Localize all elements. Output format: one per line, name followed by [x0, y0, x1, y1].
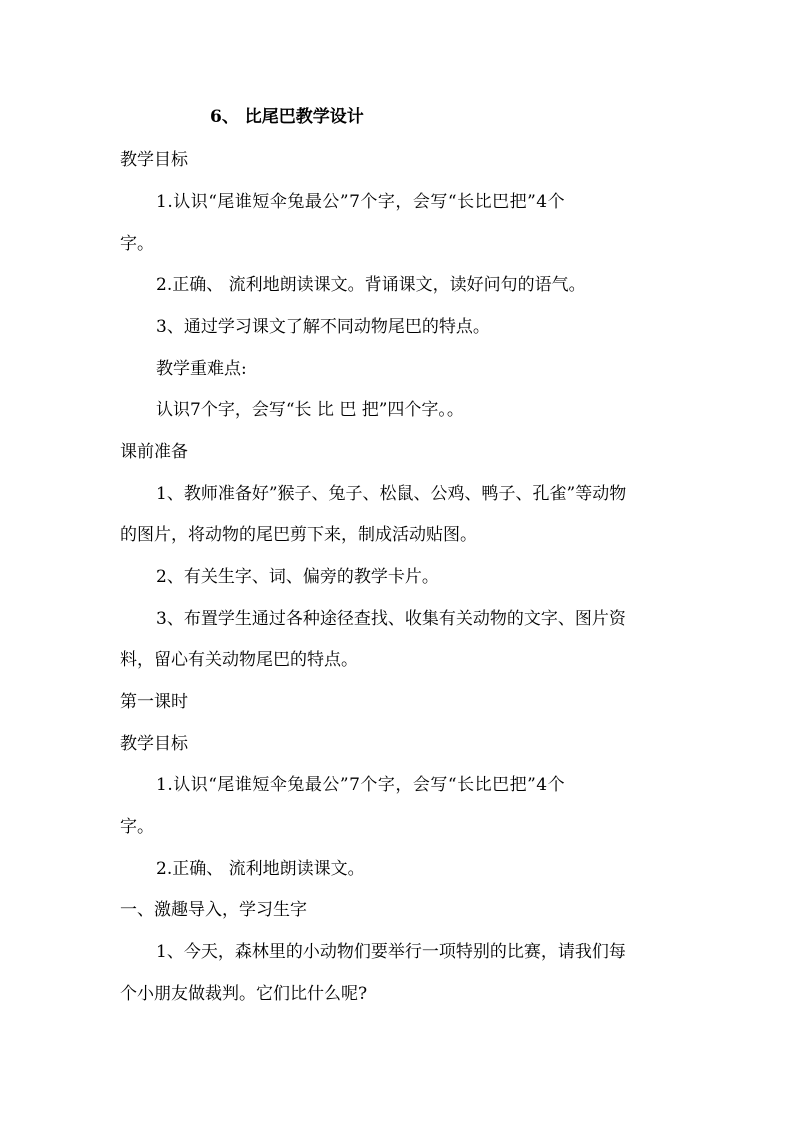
preparation-item-3: 3、布置学生通过各种途径查找、收集有关动物的文字、图片资 — [156, 609, 626, 629]
preparation-item-2: 2、有关生字、词、偏旁的教学卡片。 — [156, 567, 439, 587]
introduction-item-1-continued: 个小朋友做裁判。它们比什么呢? — [120, 984, 368, 1004]
lesson-goal-item-1: 1.认识“尾谁短伞兔最公”7个字，会写“长比巴把”4个 — [156, 775, 566, 795]
goal-item-2: 2.正确、 流利地朗读课文。背诵课文，读好问句的语气。 — [156, 275, 586, 295]
preparation-item-1: 1、教师准备好”猴子、兔子、松鼠、公鸡、鸭子、孔雀”等动物 — [156, 484, 627, 504]
section-heading-teaching-goals: 教学目标 — [120, 150, 188, 170]
goal-item-1: 1.认识“尾谁短伞兔最公”7个字，会写“长比巴把”4个 — [156, 192, 566, 212]
section-heading-first-lesson: 第一课时 — [120, 692, 188, 712]
goal-item-1-continued: 字。 — [120, 234, 154, 254]
preparation-item-3-continued: 料，留心有关动物尾巴的特点。 — [120, 650, 358, 670]
lesson-goal-item-2: 2.正确、 流利地朗读课文。 — [156, 859, 365, 879]
goal-item-3: 3、通过学习课文了解不同动物尾巴的特点。 — [156, 317, 490, 337]
key-difficulties-heading: 教学重难点: — [156, 359, 247, 379]
lesson-goal-item-1-continued: 字。 — [120, 817, 154, 837]
document-title: 6、 比尾巴教学设计 — [210, 107, 364, 127]
introduction-item-1: 1、今天，森林里的小动物们要举行一项特别的比赛，请我们每 — [156, 942, 626, 962]
section-heading-teaching-goals-2: 教学目标 — [120, 734, 188, 754]
section-heading-preparation: 课前准备 — [120, 442, 188, 462]
key-difficulties-text: 认识7个字，会写“长 比 巴 把”四个字。。 — [156, 400, 464, 420]
preparation-item-1-continued: 的图片，将动物的尾巴剪下来，制成活动贴图。 — [120, 525, 477, 545]
section-heading-introduction: 一、激趣导入，学习生字 — [120, 900, 307, 920]
